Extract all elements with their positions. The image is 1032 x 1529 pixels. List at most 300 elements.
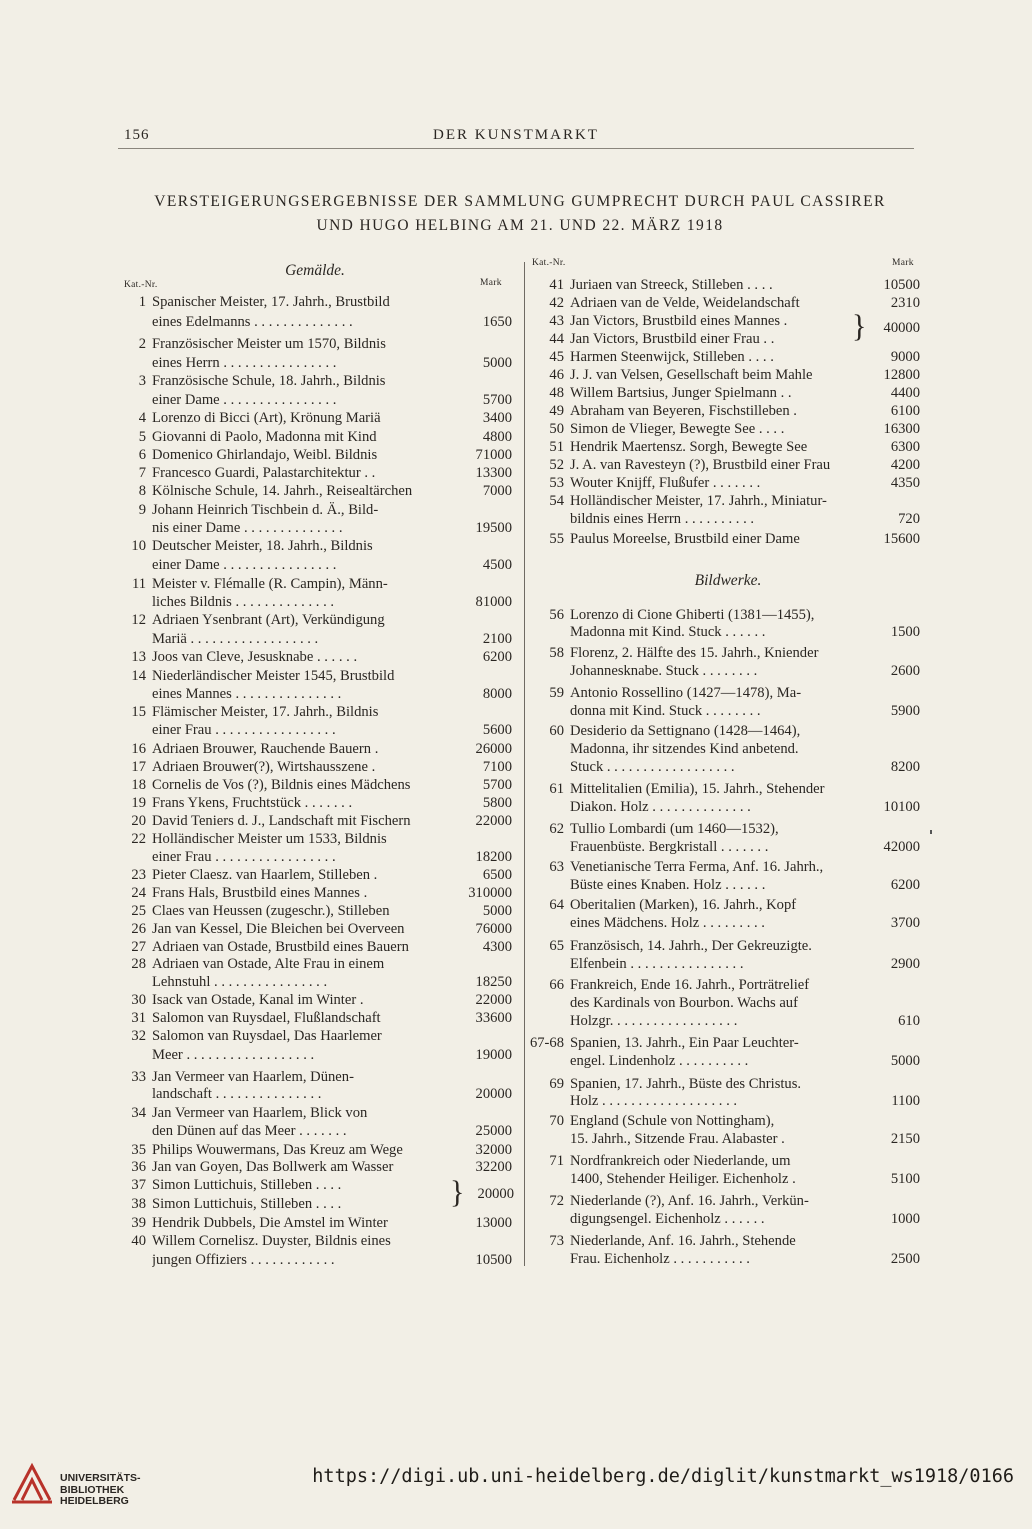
entry-description: Johann Heinrich Tischbein d. Ä., Bild- — [152, 502, 379, 518]
entry-description: Jan Victors, Brustbild einer Frau . . — [570, 331, 775, 347]
left-entry — [118, 1232, 512, 1250]
catalog-number: 27 — [131, 939, 146, 955]
entry-price: 12800 — [883, 367, 920, 383]
right-entry — [536, 722, 920, 740]
left-entry — [118, 1085, 512, 1103]
entry-description: Adriaen van de Velde, Weidelandschaft — [570, 295, 800, 311]
catalog-number: 72 — [549, 1193, 564, 1209]
entry-price: 4500 — [482, 557, 512, 573]
left-entry — [118, 1046, 512, 1064]
entry-description: Deutscher Meister, 18. Jahrh., Bildnis — [152, 538, 373, 554]
section-sculptures: Bildwerke. — [694, 572, 762, 589]
catalog-number: 17 — [131, 759, 146, 775]
entry-price: 13000 — [475, 1215, 512, 1231]
entry-description: Niederländischer Meister 1545, Brustbild — [152, 668, 395, 684]
catalog-number: 34 — [131, 1105, 146, 1121]
catalog-number: 32 — [131, 1028, 146, 1044]
catalog-number: 18 — [131, 777, 146, 793]
entry-price: 5900 — [890, 703, 920, 719]
catalog-number: 35 — [131, 1142, 146, 1158]
entry-description: Cornelis de Vos (?), Bildnis eines Mädchens — [152, 777, 411, 793]
right-entry — [536, 384, 920, 402]
entry-description: Nordfrankreich oder Niederlande, um — [570, 1153, 791, 1169]
entry-description: einer Frau . . . . . . . . . . . . . . . . . — [152, 849, 336, 865]
entry-description: Niederlande (?), Anf. 16. Jahrh., Verkün- — [570, 1193, 809, 1209]
entry-description: Französische Schule, 18. Jahrh., Bildnis — [152, 373, 386, 389]
right-entry — [536, 937, 920, 955]
right-entry — [536, 1112, 920, 1130]
entry-price: 76000 — [475, 921, 512, 937]
left-entry — [118, 428, 512, 446]
entry-price: 19500 — [475, 520, 512, 536]
catalog-number: 54 — [549, 493, 564, 509]
left-entry — [118, 293, 512, 311]
left-entry — [118, 630, 512, 648]
catalog-number: 13 — [131, 649, 146, 665]
catalog-number: 43 — [549, 313, 564, 329]
left-entry — [118, 848, 512, 866]
entry-description: Salomon van Ruysdael, Das Haarlemer — [152, 1028, 382, 1044]
right-entry — [536, 1052, 920, 1070]
entry-price: 8000 — [482, 686, 512, 702]
entry-description: Lehnstuhl . . . . . . . . . . . . . . . . — [152, 974, 328, 990]
entry-description: David Teniers d. J., Landschaft mit Fischern — [152, 813, 411, 829]
entry-price: 25000 — [475, 1123, 512, 1139]
catalog-number: 45 — [549, 349, 564, 365]
catalog-number: 12 — [131, 612, 146, 628]
catalog-number: 31 — [131, 1010, 146, 1026]
entry-price: 2500 — [890, 1251, 920, 1267]
entry-description: Spanischer Meister, 17. Jahrh., Brustbild — [152, 294, 390, 310]
entry-price: 32000 — [475, 1142, 512, 1158]
entry-description: Stuck . . . . . . . . . . . . . . . . . . — [570, 759, 735, 775]
header-rule — [118, 148, 914, 149]
right-price-label: Mark — [892, 258, 914, 268]
entry-price: 6500 — [482, 867, 512, 883]
left-entry — [118, 1141, 512, 1159]
entry-description: nis einer Dame . . . . . . . . . . . . . . — [152, 520, 343, 536]
left-brace: } — [450, 1175, 465, 1210]
entry-description: Holländischer Meister, 17. Jahrh., Miniatur- — [570, 493, 827, 509]
catalog-number: 65 — [549, 938, 564, 954]
left-entry — [118, 313, 512, 331]
right-entry — [536, 955, 920, 973]
left-entry — [118, 537, 512, 555]
catalog-number: 71 — [549, 1153, 564, 1169]
right-entry — [536, 1250, 920, 1268]
entry-description: jungen Offiziers . . . . . . . . . . . . — [152, 1252, 335, 1268]
right-catalog-label: Kat.-Nr. — [532, 258, 566, 268]
right-entry — [536, 740, 920, 758]
entry-description: Madonna mit Kind. Stuck . . . . . . — [570, 624, 766, 640]
entry-description: Willem Bartsius, Junger Spielmann . . — [570, 385, 792, 401]
right-entry — [536, 684, 920, 702]
right-entry — [536, 366, 920, 384]
entry-description: Adriaen van Ostade, Brustbild eines Bauern — [152, 939, 409, 955]
entry-description: Francesco Guardi, Palastarchitektur . . — [152, 465, 376, 481]
entry-description: Madonna, ihr sitzendes Kind anbetend. — [570, 741, 799, 757]
right-entry — [536, 606, 920, 624]
entry-description: Elfenbein . . . . . . . . . . . . . . . . — [570, 956, 744, 972]
source-url[interactable]: https://digi.ub.uni-heidelberg.de/diglit/kunstmarkt_ws1918/0166 — [312, 1466, 1014, 1487]
entry-description: den Dünen auf das Meer . . . . . . . — [152, 1123, 347, 1139]
entry-description: Französisch, 14. Jahrh., Der Gekreuzigte. — [570, 938, 812, 954]
entry-description: Büste eines Knaben. Holz . . . . . . — [570, 877, 766, 893]
entry-price: 2600 — [890, 663, 920, 679]
entry-description: Lorenzo di Bicci (Art), Krönung Mariä — [152, 410, 381, 426]
left-entry — [118, 482, 512, 500]
entry-description: 15. Jahrh., Sitzende Frau. Alabaster . — [570, 1131, 785, 1147]
left-entry — [118, 991, 512, 1009]
entry-description: Diakon. Holz . . . . . . . . . . . . . . — [570, 799, 751, 815]
entry-price: 10500 — [883, 277, 920, 293]
entry-description: einer Dame . . . . . . . . . . . . . . . . — [152, 392, 337, 408]
catalog-number: 26 — [131, 921, 146, 937]
entry-description: Frau. Eichenholz . . . . . . . . . . . — [570, 1251, 750, 1267]
entry-description: Meer . . . . . . . . . . . . . . . . . . — [152, 1047, 315, 1063]
catalog-number: 25 — [131, 903, 146, 919]
entry-description: Jan Victors, Brustbild eines Mannes . — [570, 313, 788, 329]
right-entry — [536, 1152, 920, 1170]
library-line-2: BIBLIOTHEK — [60, 1483, 125, 1496]
catalog-number: 61 — [549, 781, 564, 797]
entry-price: 3400 — [482, 410, 512, 426]
left-price-label: Mark — [480, 278, 502, 288]
entry-description: Adriaen van Ostade, Alte Frau in einem — [152, 956, 385, 972]
left-entry — [118, 794, 512, 812]
right-entry — [536, 402, 920, 420]
right-entry — [536, 662, 920, 680]
entry-description: Abraham van Beyeren, Fischstilleben . — [570, 403, 797, 419]
left-entry — [118, 703, 512, 721]
right-entry — [536, 644, 920, 662]
right-entry — [536, 798, 920, 816]
entry-price: 2310 — [890, 295, 920, 311]
catalog-number: 63 — [549, 859, 564, 875]
catalog-number: 52 — [549, 457, 564, 473]
catalog-number: 40 — [131, 1233, 146, 1249]
right-entry — [536, 1075, 920, 1093]
left-entry — [118, 920, 512, 938]
entry-price: 4300 — [482, 939, 512, 955]
right-entry — [536, 1130, 920, 1148]
entry-description: Niederlande, Anf. 16. Jahrh., Stehende — [570, 1233, 796, 1249]
entry-description: des Kardinals von Bourbon. Wachs auf — [570, 995, 798, 1011]
entry-description: Salomon van Ruysdael, Flußlandschaft — [152, 1010, 381, 1026]
entry-description: landschaft . . . . . . . . . . . . . . . — [152, 1086, 322, 1102]
entry-price: 1500 — [890, 624, 920, 640]
right-entry — [536, 876, 920, 894]
entry-description: Paulus Moreelse, Brustbild einer Dame — [570, 531, 800, 547]
catalog-number: 4 — [138, 410, 146, 426]
paper-speck — [930, 830, 932, 834]
entry-price: 18200 — [475, 849, 512, 865]
entry-price: 5600 — [482, 722, 512, 738]
entry-price: 5700 — [482, 777, 512, 793]
entry-description: Lorenzo di Cione Ghiberti (1381—1455), — [570, 607, 815, 623]
running-title: DER KUNSTMARKT — [433, 127, 599, 143]
left-catalog-label: Kat.-Nr. — [124, 280, 158, 290]
right-entry — [536, 456, 920, 474]
catalog-number: 73 — [549, 1233, 564, 1249]
catalog-number: 51 — [549, 439, 564, 455]
entry-description: Domenico Ghirlandajo, Weibl. Bildnis — [152, 447, 378, 463]
catalog-number: 11 — [131, 576, 146, 592]
entry-description: Französischer Meister um 1570, Bildnis — [152, 336, 386, 352]
entry-description: Meister v. Flémalle (R. Campin), Männ- — [152, 576, 388, 592]
left-entry — [118, 776, 512, 794]
entry-price: 310000 — [468, 885, 512, 901]
entry-price: 3700 — [890, 915, 920, 931]
left-entry — [118, 1009, 512, 1027]
entry-price: 5100 — [890, 1171, 920, 1187]
left-entry — [118, 391, 512, 409]
catalog-number: 16 — [131, 741, 146, 757]
entry-description: Frauenbüste. Bergkristall . . . . . . . — [570, 839, 769, 855]
left-entry — [118, 758, 512, 776]
catalog-number: 15 — [131, 704, 146, 720]
entry-price: 9000 — [890, 349, 920, 365]
right-brace: } — [852, 309, 867, 344]
entry-price: 16300 — [883, 421, 920, 437]
entry-description: donna mit Kind. Stuck . . . . . . . . — [570, 703, 761, 719]
entry-description: bildnis eines Herrn . . . . . . . . . . — [570, 511, 755, 527]
entry-description: Spanien, 13. Jahrh., Ein Paar Leuchter- — [570, 1035, 799, 1051]
entry-description: Jan Vermeer van Haarlem, Blick von — [152, 1105, 368, 1121]
entry-price: 26000 — [475, 741, 512, 757]
right-entry — [536, 820, 920, 838]
right-entry — [536, 1232, 920, 1250]
catalog-number: 44 — [549, 331, 564, 347]
entry-description: Frans Hals, Brustbild eines Mannes . — [152, 885, 368, 901]
entry-price: 71000 — [475, 447, 512, 463]
left-entry — [118, 446, 512, 464]
left-entry — [118, 1251, 512, 1269]
catalog-number: 55 — [549, 531, 564, 547]
entry-description: liches Bildnis . . . . . . . . . . . . . . — [152, 594, 335, 610]
catalog-number: 1 — [138, 294, 146, 310]
entry-description: Joos van Cleve, Jesusknabe . . . . . . — [152, 649, 358, 665]
right-entry — [529, 1034, 920, 1052]
catalog-number: 8 — [138, 483, 146, 499]
left-entry — [118, 1027, 512, 1045]
entry-description: Jan van Kessel, Die Bleichen bei Overveen — [152, 921, 405, 937]
right-brace-price: 40000 — [883, 320, 920, 336]
entry-description: Simon Luttichuis, Stilleben . . . . — [152, 1196, 342, 1212]
entry-price: 10100 — [883, 799, 920, 815]
left-entry — [118, 1122, 512, 1140]
left-entry — [118, 667, 512, 685]
catalog-number: 36 — [131, 1159, 146, 1175]
entry-price: 4350 — [890, 475, 920, 491]
entry-price: 610 — [898, 1013, 920, 1029]
entry-description: Holz . . . . . . . . . . . . . . . . . . . — [570, 1093, 738, 1109]
page-number: 156 — [124, 127, 150, 143]
entry-price: 1000 — [890, 1211, 920, 1227]
entry-description: Adriaen Ysenbrant (Art), Verkündigung — [152, 612, 385, 628]
column-divider — [524, 262, 525, 1266]
catalog-number: 38 — [131, 1196, 146, 1212]
left-entry — [118, 1068, 512, 1086]
entry-description: Adriaen Brouwer(?), Wirtshausszene . — [152, 759, 376, 775]
catalog-number: 70 — [549, 1113, 564, 1129]
right-entry — [536, 348, 920, 366]
catalog-number: 9 — [138, 502, 146, 518]
entry-description: J. A. van Ravesteyn (?), Brustbild einer Frau — [570, 457, 831, 473]
entry-price: 6100 — [890, 403, 920, 419]
entry-description: Flämischer Meister, 17. Jahrh., Bildnis — [152, 704, 379, 720]
right-entry — [536, 858, 920, 876]
article-title-line-1: VERSTEIGERUNGSERGEBNISSE DER SAMMLUNG GUMPRECHT DURCH PAUL CASSIRER — [154, 193, 886, 210]
entry-description: eines Herrn . . . . . . . . . . . . . . . . — [152, 355, 337, 371]
left-entry — [118, 1158, 512, 1176]
article-title-line-2: UND HUGO HELBING AM 21. UND 22. MÄRZ 1918 — [316, 217, 724, 234]
entry-price: 4200 — [890, 457, 920, 473]
entry-description: engel. Lindenholz . . . . . . . . . . — [570, 1053, 749, 1069]
entry-description: Simon de Vlieger, Bewegte See . . . . — [570, 421, 785, 437]
entry-description: Simon Luttichuis, Stilleben . . . . — [152, 1177, 342, 1193]
entry-description: einer Dame . . . . . . . . . . . . . . . . — [152, 557, 337, 573]
entry-price: 42000 — [883, 839, 920, 855]
left-entry — [118, 740, 512, 758]
entry-description: Isack van Ostade, Kanal im Winter . — [152, 992, 364, 1008]
left-entry — [118, 685, 512, 703]
right-entry — [536, 420, 920, 438]
entry-description: Spanien, 17. Jahrh., Büste des Christus. — [570, 1076, 802, 1092]
entry-description: Wouter Knijff, Flußufer . . . . . . . — [570, 475, 761, 491]
entry-description: Tullio Lombardi (um 1460—1532), — [570, 821, 779, 837]
entry-description: Frankreich, Ende 16. Jahrh., Porträtrelief — [570, 977, 810, 993]
entry-description: Willem Cornelisz. Duyster, Bildnis eines — [152, 1233, 391, 1249]
entry-description: Florenz, 2. Hälfte des 15. Jahrh., Kniender — [570, 645, 819, 661]
catalog-number: 24 — [131, 885, 146, 901]
catalog-number: 53 — [549, 475, 564, 491]
entry-description: Mittelitalien (Emilia), 15. Jahrh., Stehender — [570, 781, 825, 797]
left-entry — [118, 556, 512, 574]
entry-description: eines Mannes . . . . . . . . . . . . . . . — [152, 686, 342, 702]
entry-price: 7100 — [482, 759, 512, 775]
catalog-number: 64 — [549, 897, 564, 913]
catalog-number: 46 — [549, 367, 564, 383]
right-entry — [536, 780, 920, 798]
right-entry — [536, 530, 920, 548]
left-entry — [118, 593, 512, 611]
right-entry — [536, 276, 920, 294]
left-entry — [118, 884, 512, 902]
entry-description: digungsengel. Eichenholz . . . . . . — [570, 1211, 765, 1227]
catalog-number: 7 — [138, 465, 146, 481]
entry-price: 6200 — [890, 877, 920, 893]
entry-description: Holzgr. . . . . . . . . . . . . . . . . . — [570, 1013, 738, 1029]
entry-price: 20000 — [475, 1086, 512, 1102]
catalog-number: 30 — [131, 992, 146, 1008]
entry-description: Philips Wouwermans, Das Kreuz am Wege — [152, 1142, 403, 1158]
left-entry — [118, 721, 512, 739]
entry-price: 33600 — [475, 1010, 512, 1026]
left-entry — [118, 955, 512, 973]
entry-price: 5800 — [482, 795, 512, 811]
entry-price: 5000 — [482, 355, 512, 371]
entry-price: 5700 — [482, 392, 512, 408]
right-entry — [536, 623, 920, 641]
catalog-number: 59 — [549, 685, 564, 701]
catalog-number: 48 — [549, 385, 564, 401]
right-entry — [536, 510, 920, 528]
catalog-number: 42 — [549, 295, 564, 311]
entry-price: 8200 — [890, 759, 920, 775]
entry-description: Mariä . . . . . . . . . . . . . . . . . . — [152, 631, 319, 647]
entry-price: 4800 — [482, 429, 512, 445]
entry-description: Pieter Claesz. van Haarlem, Stilleben . — [152, 867, 378, 883]
catalog-number: 10 — [131, 538, 146, 554]
catalog-number: 22 — [131, 831, 146, 847]
right-entry — [536, 838, 920, 856]
entry-price: 720 — [898, 511, 920, 527]
catalog-number: 67-68 — [529, 1035, 564, 1051]
left-entry — [118, 938, 512, 956]
right-entry — [536, 1012, 920, 1030]
entry-description: eines Edelmanns . . . . . . . . . . . . . . — [152, 314, 353, 330]
left-entry — [118, 611, 512, 629]
entry-price: 7000 — [482, 483, 512, 499]
entry-price: 6300 — [890, 439, 920, 455]
left-brace-price: 20000 — [477, 1186, 514, 1202]
left-entry — [118, 866, 512, 884]
catalog-number: 2 — [138, 336, 146, 352]
left-entry — [118, 519, 512, 537]
right-entry — [536, 1210, 920, 1228]
entry-description: Adriaen Brouwer, Rauchende Bauern . — [152, 741, 379, 757]
entry-price: 22000 — [475, 992, 512, 1008]
catalog-number: 20 — [131, 813, 146, 829]
entry-price: 19000 — [475, 1047, 512, 1063]
entry-description: Hendrik Dubbels, Die Amstel im Winter — [152, 1215, 388, 1231]
catalog-number: 3 — [138, 373, 146, 389]
entry-description: Frans Ykens, Fruchtstück . . . . . . . — [152, 795, 353, 811]
right-entry — [536, 1170, 920, 1188]
library-line-3: HEIDELBERG — [60, 1495, 129, 1507]
right-entry — [536, 994, 920, 1012]
section-paintings: Gemälde. — [285, 262, 345, 279]
left-entry — [118, 409, 512, 427]
right-entry — [536, 896, 920, 914]
right-entry — [536, 438, 920, 456]
entry-price: 10500 — [475, 1252, 512, 1268]
entry-description: einer Frau . . . . . . . . . . . . . . . . . — [152, 722, 336, 738]
entry-description: Harmen Steenwijck, Stilleben . . . . — [570, 349, 774, 365]
entry-description: Kölnische Schule, 14. Jahrh., Reisealtärchen — [152, 483, 413, 499]
entry-price: 4400 — [890, 385, 920, 401]
left-entry — [118, 812, 512, 830]
left-entry — [118, 973, 512, 991]
entry-description: Oberitalien (Marken), 16. Jahrh., Kopf — [570, 897, 797, 913]
catalog-number: 37 — [131, 1177, 146, 1193]
entry-description: Jan Vermeer van Haarlem, Dünen- — [152, 1069, 354, 1085]
entry-description: J. J. van Velsen, Gesellschaft beim Mahle — [570, 367, 813, 383]
entry-price: 18250 — [475, 974, 512, 990]
catalog-number: 23 — [131, 867, 146, 883]
entry-description: Holländischer Meister um 1533, Bildnis — [152, 831, 387, 847]
catalog-number: 19 — [131, 795, 146, 811]
right-entry — [536, 758, 920, 776]
entry-description: 1400, Stehender Heiliger. Eichenholz . — [570, 1171, 796, 1187]
left-entry — [118, 501, 512, 519]
left-entry — [118, 335, 512, 353]
left-entry — [118, 464, 512, 482]
entry-description: Jan van Goyen, Das Bollwerk am Wasser — [152, 1159, 394, 1175]
left-entry — [118, 354, 512, 372]
entry-description: Venetianische Terra Ferma, Anf. 16. Jahrh., — [570, 859, 824, 875]
